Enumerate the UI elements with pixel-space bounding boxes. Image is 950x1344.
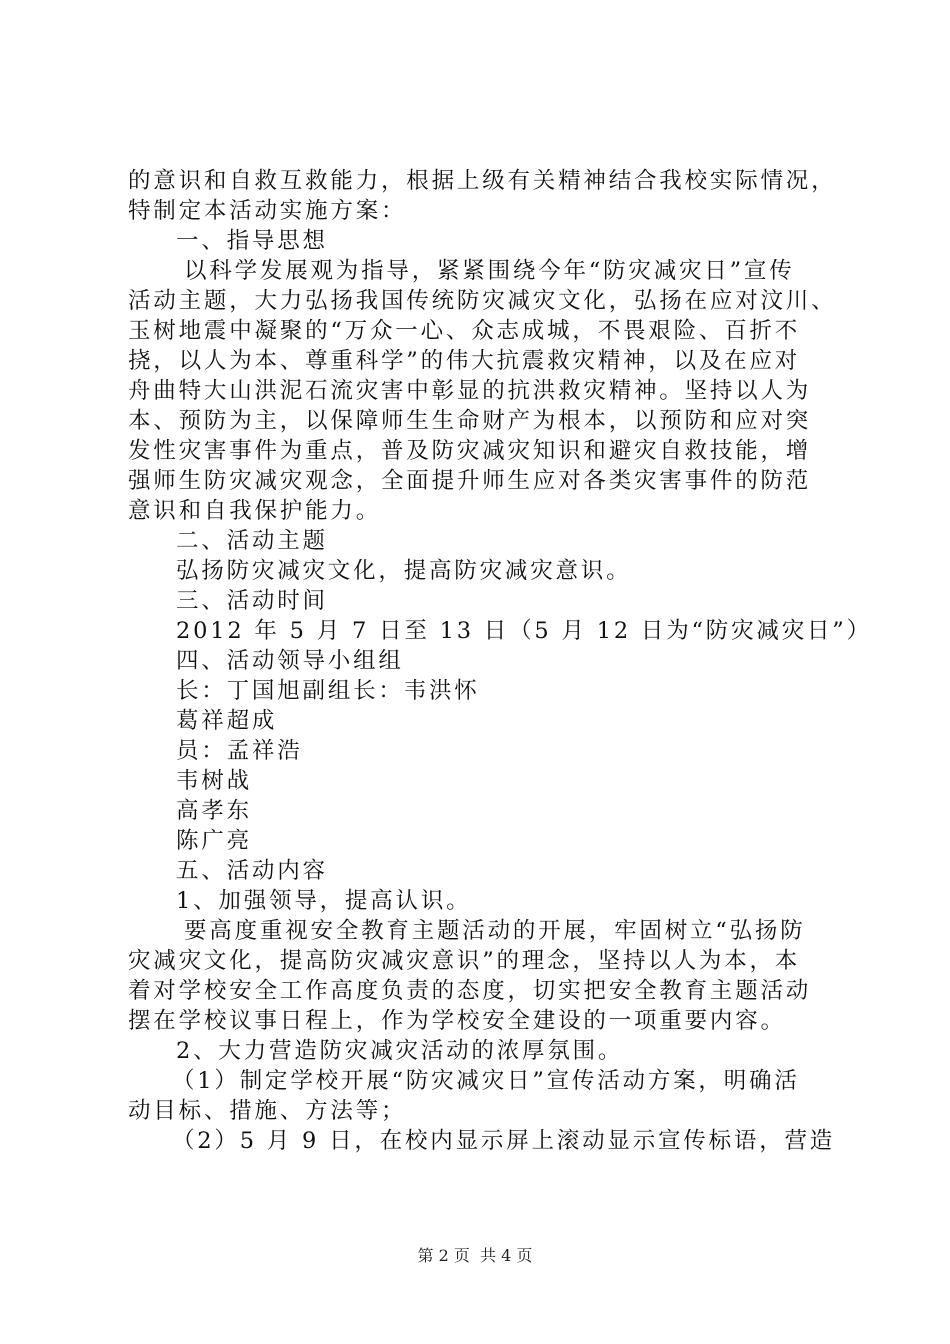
section-heading: 二、活动主题 — [176, 528, 328, 554]
body-line: 本、预防为主，以保障师生生命财产为根本，以预防和应对突 — [128, 408, 812, 434]
section-heading: 五、活动内容 — [176, 858, 328, 884]
body-line: 舟曲特大山洪泥石流灾害中彰显的抗洪救灾精神。坚持以人为 — [128, 378, 812, 404]
body-line: 玉树地震中凝聚的“万众一心、众志成城，不畏艰险、百折不 — [128, 318, 801, 344]
body-line: 的意识和自救互救能力，根据上级有关精神结合我校实际情况， — [128, 168, 837, 194]
body-line: 活动主题，大力弘扬我国传统防灾减灾文化，弘扬在应对汶川、 — [128, 288, 837, 314]
body-line: 特制定本活动实施方案： — [128, 198, 407, 224]
body-line: 着对学校安全工作高度负责的态度，切实把安全教育主题活动 — [128, 978, 812, 1004]
body-line: 长：丁国旭副组长：韦洪怀 — [176, 678, 480, 704]
body-line: 2012 年 5 月 7 日至 13 日（5 月 12 日为“防灾减灾日”） — [176, 618, 872, 644]
body-line: 高孝东 — [176, 798, 252, 824]
body-line: 动目标、措施、方法等； — [128, 1098, 407, 1124]
body-line: 发性灾害事件为重点，普及防灾减灾知识和避灾自救技能，增 — [128, 438, 812, 464]
body-line: 意识和自我保护能力。 — [128, 498, 382, 524]
body-line: 韦树战 — [176, 768, 252, 794]
section-heading: 一、指导思想 — [176, 228, 328, 254]
document-body — [128, 166, 872, 1156]
body-line: （2）5 月 9 日，在校内显示屏上滚动显示宣传标语，营造 — [172, 1128, 836, 1154]
body-line: 摆在学校议事日程上，作为学校安全建设的一项重要内容。 — [128, 1008, 786, 1034]
body-line: 以科学发展观为指导，紧紧围绕今年“防灾减灾日”宣传 — [184, 258, 795, 284]
body-line: 要高度重视安全教育主题活动的开展，牢固树立“弘扬防 — [184, 918, 806, 944]
body-line: 强师生防灾减灾观念，全面提升师生应对各类灾害事件的防范 — [128, 468, 812, 494]
body-line: 挠，以人为本、尊重科学”的伟大抗震救灾精神，以及在应对 — [128, 348, 801, 374]
page-number-footer: 第 2 页 共 4 页 — [417, 1246, 533, 1265]
subsection-heading: 2、大力营造防灾减灾活动的浓厚氛围。 — [176, 1038, 624, 1064]
body-line: 灾减灾文化，提高防灾减灾意识”的理念，坚持以人为本，本 — [128, 948, 801, 974]
subsection-heading: 1、加强领导，提高认识。 — [176, 888, 472, 914]
section-heading: 三、活动时间 — [176, 588, 328, 614]
section-heading: 四、活动领导小组组 — [176, 648, 404, 674]
body-line: 弘扬防灾减灾文化，提高防灾减灾意识。 — [176, 558, 632, 584]
body-line: 员：孟祥浩 — [176, 738, 303, 764]
body-line: （1）制定学校开展“防灾减灾日”宣传活动方案，明确活 — [172, 1068, 800, 1094]
body-line: 陈广亮 — [176, 828, 252, 854]
body-line: 葛祥超成 — [176, 708, 278, 734]
